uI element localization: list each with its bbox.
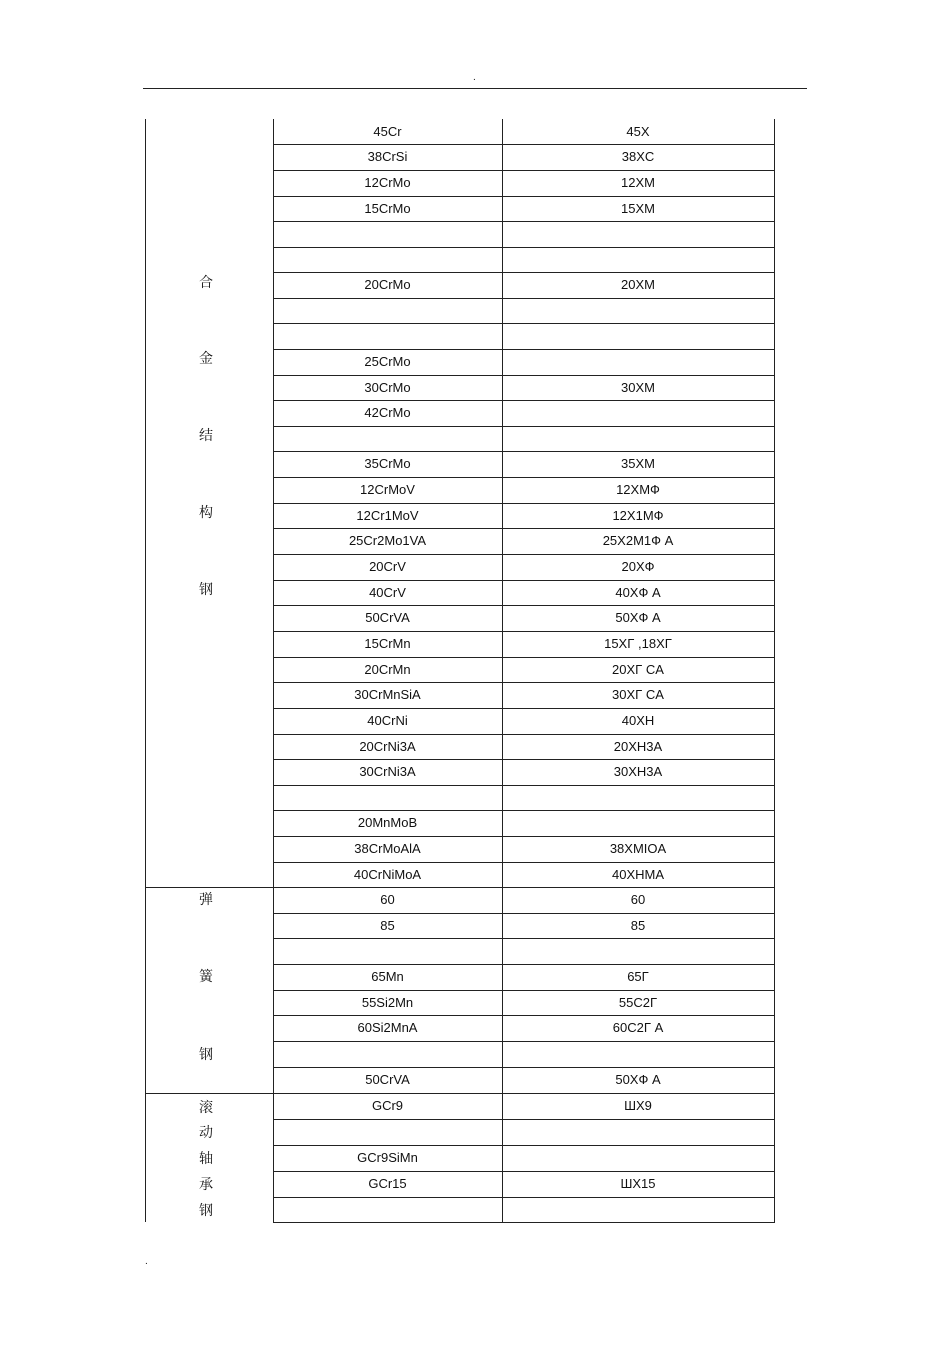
chinese-grade-cell: 30CrMnSiA: [354, 687, 421, 702]
chinese-grade-cell: 50CrVA: [365, 610, 410, 625]
category-label-char: 弹: [199, 892, 213, 908]
row-divider: [273, 426, 775, 427]
row-divider: [273, 759, 775, 760]
row-divider: [273, 221, 775, 222]
chinese-grade-cell: 30CrMo: [364, 379, 411, 395]
row-divider: [273, 1222, 775, 1223]
row-divider: [273, 1041, 775, 1042]
row-divider: [145, 887, 775, 888]
row-divider: [273, 862, 775, 863]
row-divider: [273, 913, 775, 914]
row-divider: [273, 375, 775, 376]
row-divider: [273, 144, 775, 145]
header-mark: .: [473, 72, 476, 83]
row-divider: [273, 323, 775, 324]
russian-grade-cell: 15XM: [621, 200, 655, 216]
russian-grade-cell: 65Γ: [627, 969, 649, 984]
russian-grade-cell: 12X1MФ: [612, 507, 664, 523]
chinese-grade-cell: 45Cr: [373, 123, 402, 139]
chinese-grade-cell: 12Cr1MoV: [356, 507, 419, 523]
russian-grade-cell: 20XΓ CA: [612, 661, 664, 677]
row-divider: [145, 1093, 775, 1094]
footer-mark: .: [145, 1256, 148, 1267]
row-divider: [273, 196, 775, 197]
chinese-grade-cell: 20CrV: [369, 559, 406, 574]
row-divider: [273, 349, 775, 350]
row-divider: [273, 938, 775, 939]
russian-grade-cell: 50XФ A: [615, 1072, 661, 1087]
russian-grade-cell: 55C2Γ: [618, 994, 658, 1010]
russian-grade-cell: 35XM: [621, 456, 655, 471]
row-divider: [273, 580, 775, 581]
category-label-char: 合: [199, 275, 213, 291]
russian-grade-cell: 60: [630, 892, 646, 907]
russian-grade-cell: 25X2M1Ф A: [602, 533, 674, 548]
russian-grade-cell: 38XC: [621, 149, 655, 164]
russian-grade-cell: 20XH3A: [613, 738, 663, 754]
chinese-grade-cell: 60Si2MnA: [357, 1020, 418, 1035]
chinese-grade-cell: 20CrNi3A: [359, 738, 416, 754]
category-label-char: 钢: [199, 1203, 213, 1219]
row-divider: [273, 477, 775, 478]
russian-grade-cell: ШX9: [624, 1098, 652, 1113]
chinese-grade-cell: GCr9: [371, 1098, 404, 1113]
chinese-grade-cell: 40CrV: [369, 584, 406, 600]
category-label-char: 钢: [199, 1047, 213, 1063]
row-divider: [273, 528, 775, 529]
russian-grade-cell: ШX15: [620, 1176, 656, 1191]
chinese-grade-cell: 85: [380, 917, 395, 933]
row-divider: [273, 1067, 775, 1068]
category-label-char: 动: [199, 1125, 213, 1141]
category-label-char: 金: [199, 351, 213, 367]
row-divider: [273, 451, 775, 452]
row-divider: [273, 298, 775, 299]
chinese-grade-cell: 55Si2Mn: [361, 994, 414, 1010]
category-label-char: 轴: [199, 1151, 213, 1167]
row-divider: [273, 964, 775, 965]
table-border-right: [774, 119, 775, 1223]
row-divider: [273, 631, 775, 632]
table-border-left: [145, 119, 146, 1222]
row-divider: [273, 734, 775, 735]
chinese-grade-cell: 25CrMo: [364, 354, 411, 369]
chinese-grade-cell: 50CrVA: [365, 1072, 410, 1087]
category-label-char: 簧: [199, 969, 213, 985]
chinese-grade-cell: 40CrNiMoA: [353, 866, 422, 882]
russian-grade-cell: 12XMФ: [616, 482, 660, 497]
row-divider: [273, 836, 775, 837]
chinese-grade-cell: 38CrMoAlA: [354, 841, 421, 856]
chinese-grade-cell: 20CrMo: [364, 277, 411, 292]
russian-grade-cell: 30XΓ CA: [612, 687, 664, 702]
chinese-grade-cell: 15CrMn: [364, 636, 411, 651]
russian-grade-cell: 40XHMA: [611, 866, 665, 882]
row-divider: [273, 400, 775, 401]
russian-grade-cell: 12XM: [621, 175, 655, 190]
russian-grade-cell: 20XФ: [621, 559, 655, 574]
russian-grade-cell: 45X: [626, 123, 650, 139]
chinese-grade-cell: 42CrMo: [364, 405, 411, 420]
chinese-grade-cell: 15CrMo: [364, 200, 411, 216]
chinese-grade-cell: 40CrNi: [367, 713, 408, 728]
chinese-grade-cell: 35CrMo: [364, 456, 411, 471]
russian-grade-cell: 20XM: [621, 277, 655, 292]
chinese-grade-cell: 12CrMoV: [360, 482, 415, 497]
chinese-grade-cell: GCr15: [368, 1176, 407, 1191]
category-label-char: 承: [199, 1177, 213, 1193]
row-divider: [273, 708, 775, 709]
category-label-char: 滚: [199, 1100, 213, 1116]
row-divider: [273, 990, 775, 991]
chinese-grade-cell: 30CrNi3A: [359, 764, 416, 779]
chinese-grade-cell: 38CrSi: [367, 149, 408, 164]
chinese-grade-cell: 20MnMoB: [357, 815, 418, 830]
row-divider: [273, 170, 775, 171]
header-rule: [143, 88, 807, 89]
row-divider: [273, 1015, 775, 1016]
chinese-grade-cell: 65Mn: [371, 969, 404, 984]
row-divider: [273, 503, 775, 504]
russian-grade-cell: 30XH3A: [613, 764, 663, 779]
row-divider: [273, 1119, 775, 1120]
chinese-grade-cell: GCr9SiMn: [357, 1150, 418, 1165]
row-divider: [273, 657, 775, 658]
chinese-grade-cell: 60: [380, 892, 395, 907]
russian-grade-cell: 40XH: [621, 713, 655, 728]
russian-grade-cell: 15XΓ ,18XΓ: [604, 636, 672, 651]
russian-grade-cell: 60C2Γ A: [612, 1020, 664, 1035]
row-divider: [273, 682, 775, 683]
chinese-grade-cell: 20CrMn: [364, 661, 411, 677]
row-divider: [273, 785, 775, 786]
row-divider: [273, 605, 775, 606]
chinese-grade-cell: 12CrMo: [364, 175, 411, 190]
row-divider: [273, 554, 775, 555]
row-divider: [273, 1145, 775, 1146]
category-label-char: 钢: [199, 582, 213, 598]
category-label-char: 结: [199, 428, 213, 444]
row-divider: [273, 810, 775, 811]
russian-grade-cell: 30XM: [621, 379, 655, 395]
russian-grade-cell: 38XMIOA: [609, 841, 667, 856]
row-divider: [273, 247, 775, 248]
row-divider: [273, 1197, 775, 1198]
russian-grade-cell: 40XФ A: [615, 584, 661, 600]
row-divider: [273, 1171, 775, 1172]
russian-grade-cell: 50XФ A: [615, 610, 661, 625]
chinese-grade-cell: 25Cr2Mo1VA: [348, 533, 427, 548]
category-label-char: 构: [199, 505, 213, 521]
row-divider: [273, 272, 775, 273]
russian-grade-cell: 85: [630, 917, 646, 933]
